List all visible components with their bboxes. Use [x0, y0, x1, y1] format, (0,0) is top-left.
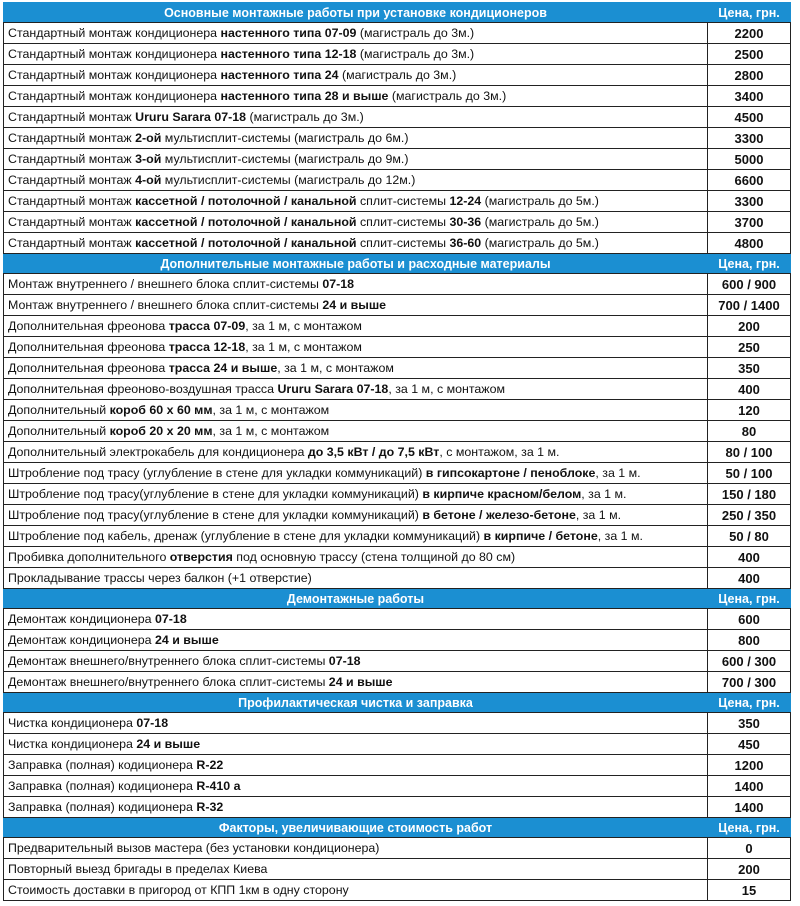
service-highlight: в гипсокартоне / пеноблоке	[425, 466, 596, 480]
service-price: 1200	[708, 755, 791, 776]
service-description	[4, 838, 708, 859]
service-text: (магистраль до 3м.)	[246, 110, 364, 124]
section-header	[4, 693, 791, 713]
service-price: 1400	[708, 776, 791, 797]
service-highlight: трасса 07-09	[168, 319, 246, 333]
service-highlight: 07-18	[136, 716, 169, 730]
service-price: 350	[708, 713, 791, 734]
service-text: Стандартный монтаж кондиционера	[8, 89, 221, 103]
service-text: Штробление под трасу(углубление в стене для укладки коммуникаций)	[8, 508, 423, 522]
service-description	[4, 526, 708, 547]
service-text: , с монтажом, за 1 м.	[439, 445, 560, 459]
price-column-header: Цена, грн.	[708, 254, 791, 274]
service-text: Дополнительный	[8, 403, 110, 417]
service-text: (магистраль до 5м.)	[481, 215, 599, 229]
service-text: Стандартный монтаж кондиционера	[8, 47, 221, 61]
service-price: 120	[708, 400, 791, 421]
service-description	[4, 734, 708, 755]
service-price: 4500	[708, 107, 791, 128]
table-row	[4, 568, 791, 589]
table-row	[4, 337, 791, 358]
table-row	[4, 838, 791, 859]
table-row	[4, 651, 791, 672]
section-header	[4, 254, 791, 274]
service-description	[4, 337, 708, 358]
table-row	[4, 463, 791, 484]
table-row	[4, 128, 791, 149]
price-column-header: Цена, грн.	[708, 693, 791, 713]
table-row	[4, 734, 791, 755]
service-text: Стандартный монтаж	[8, 236, 136, 250]
service-highlight: 07-18	[328, 654, 361, 668]
table-row	[4, 713, 791, 734]
service-highlight: кассетной / потолочной / канальной	[135, 236, 357, 250]
service-text: (магистраль до 5м.)	[481, 236, 599, 250]
table-row	[4, 505, 791, 526]
service-highlight: кассетной / потолочной / канальной	[135, 194, 357, 208]
table-row	[4, 23, 791, 44]
table-row	[4, 170, 791, 191]
service-text: сплит-системы	[356, 215, 450, 229]
service-text: , за 1 м.	[595, 466, 641, 480]
service-price: 15	[708, 880, 791, 901]
service-price: 1400	[708, 797, 791, 818]
service-description	[4, 421, 708, 442]
service-highlight: 24 и выше	[155, 633, 219, 647]
service-highlight: настенного типа 24	[220, 68, 339, 82]
service-text: Штробление под кабель, дренаж (углубление в стене для укладки коммуникаций)	[8, 529, 484, 543]
service-highlight: 4-ой	[135, 173, 162, 187]
service-text: сплит-системы	[356, 194, 450, 208]
service-highlight: до 3,5 кВт / до 7,5 кВт	[307, 445, 440, 459]
service-description	[4, 107, 708, 128]
service-description	[4, 776, 708, 797]
service-description	[4, 170, 708, 191]
service-price: 700 / 300	[708, 672, 791, 693]
table-row	[4, 149, 791, 170]
service-price: 600 / 300	[708, 651, 791, 672]
service-description	[4, 23, 708, 44]
service-text: Заправка (полная) кодиционера	[8, 758, 197, 772]
service-text: Дополнительный	[8, 424, 110, 438]
service-text: Прокладывание трассы через балкон (+1 отверстие)	[8, 571, 312, 585]
service-price: 450	[708, 734, 791, 755]
service-description	[4, 797, 708, 818]
service-price: 3300	[708, 128, 791, 149]
service-text: Пробивка дополнительного	[8, 550, 170, 564]
service-text: (магистраль до 3м.)	[356, 26, 475, 40]
service-highlight: 24 и выше	[322, 298, 387, 312]
section-title: Профилактическая чистка и заправка	[4, 693, 708, 713]
service-highlight: R-32	[196, 800, 224, 814]
service-text: , за 1 м, с монтажом	[212, 424, 330, 438]
service-text: Демонтаж кондиционера	[8, 612, 156, 626]
service-text: сплит-системы	[356, 236, 450, 250]
service-highlight: 07-18	[322, 277, 355, 291]
section-title: Дополнительные монтажные работы и расходные материалы	[4, 254, 708, 274]
service-description	[4, 713, 708, 734]
service-text: Дополнительная фреонова	[8, 340, 169, 354]
service-description	[4, 651, 708, 672]
table-row	[4, 484, 791, 505]
service-description	[4, 442, 708, 463]
service-text: Монтаж внутреннего / внешнего блока сплит-системы	[8, 298, 323, 312]
table-row	[4, 526, 791, 547]
service-highlight: 30-36	[449, 215, 482, 229]
service-text: мультисплит-системы (магистраль до 9м.)	[161, 152, 409, 166]
service-text: Дополнительная фреонова	[8, 361, 169, 375]
service-description	[4, 358, 708, 379]
service-highlight: настенного типа 07-09	[220, 26, 357, 40]
table-row	[4, 191, 791, 212]
service-text: мультисплит-системы (магистраль до 12м.)	[161, 173, 416, 187]
service-text: Стандартный монтаж	[8, 194, 136, 208]
service-description	[4, 400, 708, 421]
table-row	[4, 358, 791, 379]
price-list	[3, 2, 790, 901]
table-row	[4, 400, 791, 421]
service-text: Стандартный монтаж кондиционера	[8, 68, 221, 82]
service-description	[4, 379, 708, 400]
service-price: 3400	[708, 86, 791, 107]
service-description	[4, 295, 708, 316]
service-description	[4, 191, 708, 212]
service-highlight: в кирпиче / бетоне	[483, 529, 598, 543]
table-row	[4, 86, 791, 107]
service-highlight: 24 и выше	[136, 737, 201, 751]
service-text: Дополнительная фреоново-воздушная трасса	[8, 382, 278, 396]
service-highlight: R-22	[196, 758, 224, 772]
service-price: 2500	[708, 44, 791, 65]
service-highlight: Ururu Sarara 07-18	[277, 382, 389, 396]
service-highlight: R-410 а	[196, 779, 241, 793]
service-highlight: короб 60 х 60 мм	[109, 403, 213, 417]
service-highlight: настенного типа 12-18	[220, 47, 357, 61]
service-price: 250 / 350	[708, 505, 791, 526]
service-text: Дополнительный электрокабель для кондиционера	[8, 445, 308, 459]
price-column-header: Цена, грн.	[708, 818, 791, 838]
table-row	[4, 233, 791, 254]
table-row	[4, 672, 791, 693]
table-row	[4, 859, 791, 880]
price-column-header: Цена, грн.	[708, 3, 791, 23]
service-text: Чистка кондиционера	[8, 716, 137, 730]
service-description	[4, 484, 708, 505]
table-row	[4, 65, 791, 86]
service-text: Предварительный вызов мастера (без установки кондиционера)	[8, 841, 380, 855]
service-price: 250	[708, 337, 791, 358]
service-price: 400	[708, 547, 791, 568]
service-price: 3300	[708, 191, 791, 212]
service-text: Стандартный монтаж кондиционера	[8, 26, 221, 40]
service-description	[4, 505, 708, 526]
service-price: 800	[708, 630, 791, 651]
table-row	[4, 547, 791, 568]
service-price: 5000	[708, 149, 791, 170]
service-text: Чистка кондиционера	[8, 737, 137, 751]
service-text: (магистраль до 3м.)	[338, 68, 457, 82]
service-price: 600	[708, 609, 791, 630]
table-row	[4, 212, 791, 233]
service-price: 80	[708, 421, 791, 442]
service-description	[4, 128, 708, 149]
service-description	[4, 149, 708, 170]
section-header	[4, 818, 791, 838]
service-highlight: в кирпиче красном/белом	[422, 487, 582, 501]
service-text: , за 1 м.	[597, 529, 643, 543]
service-text: , за 1 м, с монтажом	[277, 361, 394, 375]
service-text: Стандартный монтаж	[8, 215, 136, 229]
service-description	[4, 859, 708, 880]
table-row	[4, 44, 791, 65]
table-row	[4, 609, 791, 630]
service-price: 2800	[708, 65, 791, 86]
service-highlight: 36-60	[449, 236, 482, 250]
table-row	[4, 107, 791, 128]
table-row	[4, 316, 791, 337]
service-description	[4, 274, 708, 295]
service-text: Стандартный монтаж	[8, 152, 136, 166]
section-header	[4, 3, 791, 23]
service-description	[4, 755, 708, 776]
table-row	[4, 274, 791, 295]
service-description	[4, 65, 708, 86]
service-text: , за 1 м, с монтажом	[388, 382, 505, 396]
service-price: 200	[708, 316, 791, 337]
service-text: Стоимость доставки в пригород от КПП 1км в одну сторону	[8, 883, 349, 897]
service-description	[4, 672, 708, 693]
service-text: Демонтаж внешнего/внутреннего блока сплит-системы	[8, 654, 329, 668]
service-text: Заправка (полная) кодиционера	[8, 800, 197, 814]
service-description	[4, 609, 708, 630]
table-row	[4, 295, 791, 316]
service-text: мультисплит-системы (магистраль до 6м.)	[161, 131, 409, 145]
service-highlight: отверстия	[169, 550, 233, 564]
service-text: (магистраль до 3м.)	[356, 47, 475, 61]
service-price: 200	[708, 859, 791, 880]
service-highlight: короб 20 х 20 мм	[109, 424, 213, 438]
table-row	[4, 880, 791, 901]
service-text: Дополнительная фреонова	[8, 319, 169, 333]
service-price: 50 / 100	[708, 463, 791, 484]
service-text: , за 1 м, с монтажом	[212, 403, 330, 417]
service-text: (магистраль до 5м.)	[481, 194, 599, 208]
service-text: , за 1 м, с монтажом	[245, 319, 362, 333]
service-price: 400	[708, 568, 791, 589]
service-price: 50 / 80	[708, 526, 791, 547]
service-text: Повторный выезд бригады в пределах Киева	[8, 862, 268, 876]
service-highlight: трасса 24 и выше	[168, 361, 278, 375]
service-description	[4, 568, 708, 589]
service-description	[4, 233, 708, 254]
table-row	[4, 442, 791, 463]
service-text: Стандартный монтаж	[8, 173, 136, 187]
service-price: 600 / 900	[708, 274, 791, 295]
service-text: (магистраль до 3м.)	[388, 89, 507, 103]
service-price: 2200	[708, 23, 791, 44]
service-description	[4, 86, 708, 107]
service-description	[4, 212, 708, 233]
service-description	[4, 547, 708, 568]
service-highlight: трасса 12-18	[168, 340, 246, 354]
service-highlight: Ururu Sarara 07-18	[135, 110, 247, 124]
table-row	[4, 755, 791, 776]
service-price: 3700	[708, 212, 791, 233]
table-row	[4, 797, 791, 818]
service-highlight: 12-24	[449, 194, 482, 208]
service-price: 700 / 1400	[708, 295, 791, 316]
service-text: , за 1 м.	[575, 508, 622, 522]
service-description	[4, 463, 708, 484]
service-highlight: настенного типа 28 и выше	[220, 89, 389, 103]
service-price: 4800	[708, 233, 791, 254]
service-price: 400	[708, 379, 791, 400]
service-price: 150 / 180	[708, 484, 791, 505]
service-highlight: 2-ой	[135, 131, 162, 145]
service-price: 0	[708, 838, 791, 859]
service-text: Штробление под трасу(углубление в стене для укладки коммуникаций)	[8, 487, 423, 501]
section-header	[4, 589, 791, 609]
service-price: 80 / 100	[708, 442, 791, 463]
service-highlight: 07-18	[155, 612, 187, 626]
section-title: Демонтажные работы	[4, 589, 708, 609]
service-text: , за 1 м.	[581, 487, 627, 501]
table-row	[4, 379, 791, 400]
service-highlight: в бетоне / железо-бетоне	[422, 508, 576, 522]
section-title: Факторы, увеличивающие стоимость работ	[4, 818, 708, 838]
service-highlight: 3-ой	[135, 152, 162, 166]
service-text: Демонтаж кондиционера	[8, 633, 156, 647]
section-title: Основные монтажные работы при установке кондиционеров	[4, 3, 708, 23]
service-text: Стандартный монтаж	[8, 110, 136, 124]
table-row	[4, 421, 791, 442]
price-table	[3, 2, 791, 901]
service-text: , за 1 м, с монтажом	[245, 340, 362, 354]
service-description	[4, 630, 708, 651]
service-description	[4, 316, 708, 337]
service-price: 6600	[708, 170, 791, 191]
service-text: Стандартный монтаж	[8, 131, 136, 145]
table-row	[4, 776, 791, 797]
service-description	[4, 44, 708, 65]
table-row	[4, 630, 791, 651]
service-text: Демонтаж внешнего/внутреннего блока сплит-системы	[8, 675, 329, 689]
service-highlight: кассетной / потолочной / канальной	[135, 215, 357, 229]
price-column-header: Цена, грн.	[708, 589, 791, 609]
service-text: Монтаж внутреннего / внешнего блока сплит-системы	[8, 277, 323, 291]
service-description	[4, 880, 708, 901]
service-text: Штробление под трасу (углубление в стене для укладки коммуникаций)	[8, 466, 426, 480]
service-text: Заправка (полная) кодиционера	[8, 779, 197, 793]
price-table-body	[4, 3, 791, 901]
service-price: 350	[708, 358, 791, 379]
service-text: под основную трассу (стена толщиной до 80 см)	[232, 550, 516, 564]
service-highlight: 24 и выше	[328, 675, 393, 689]
